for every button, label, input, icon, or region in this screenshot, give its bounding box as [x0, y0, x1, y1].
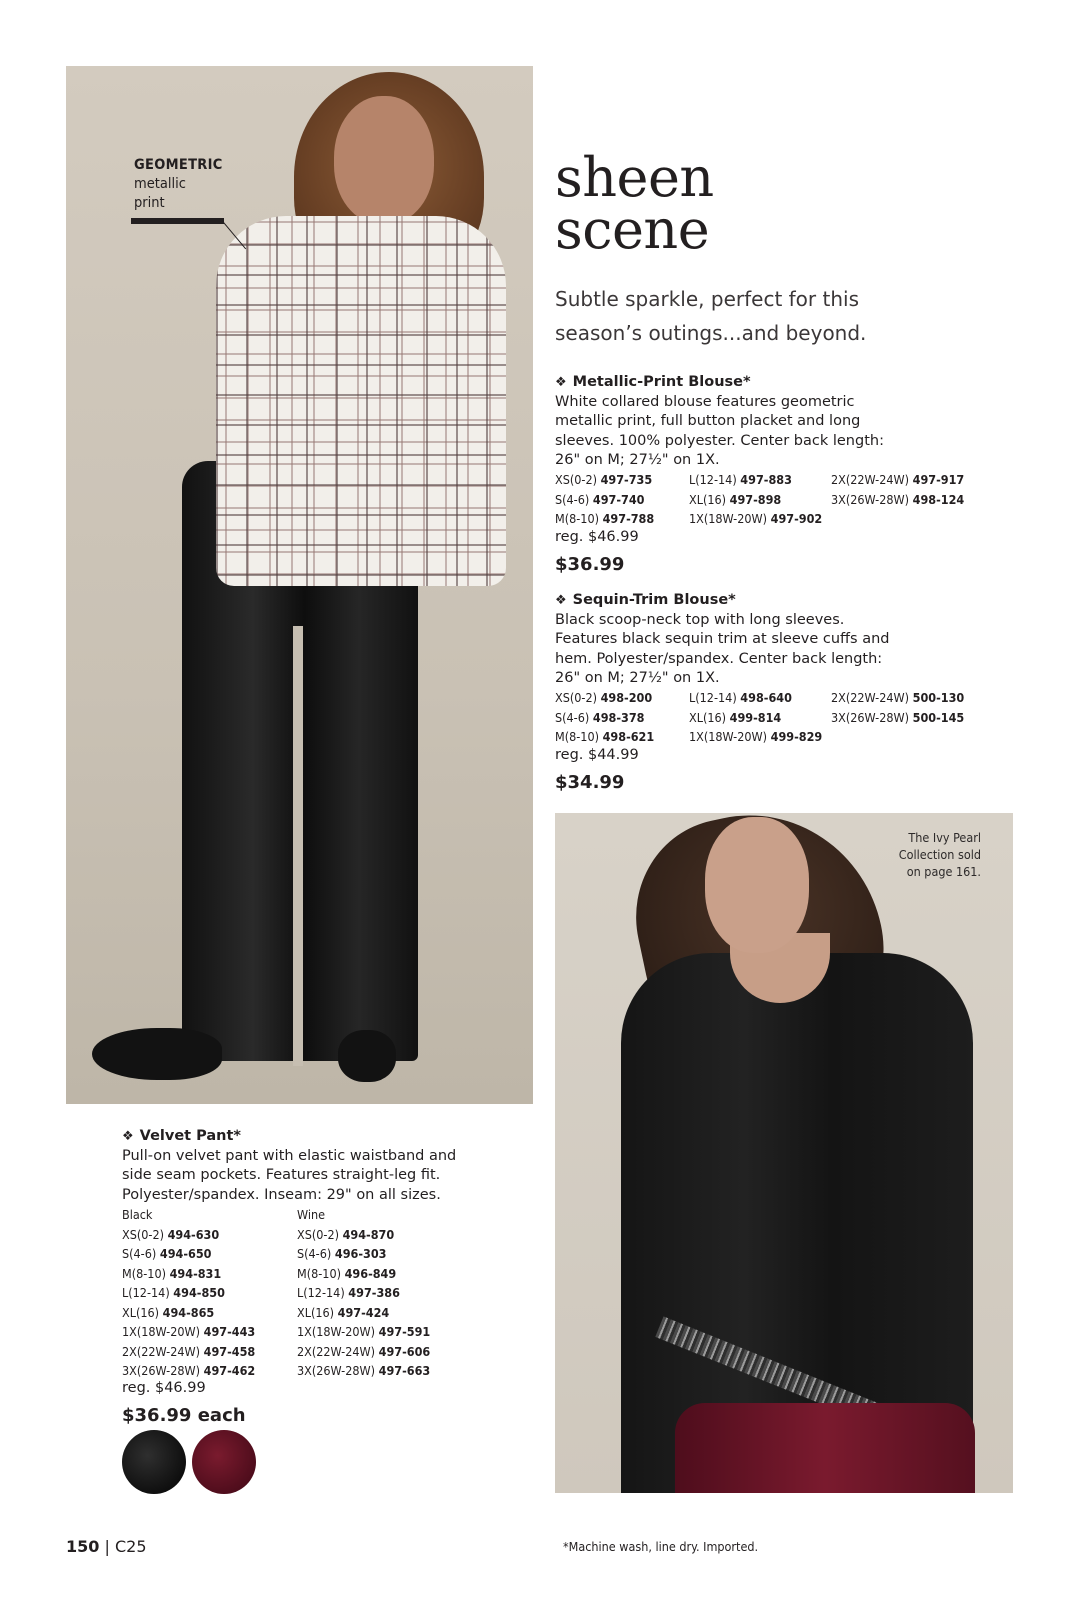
metallic-blouse-desc-3: sleeves. 100% polyester. Center back length: — [555, 432, 884, 449]
metallic-blouse-figure — [216, 216, 506, 586]
sku-line: 2X(22W-24W) 497-917 — [831, 472, 965, 487]
sequin-blouse-desc-3: hem. Polyester/spandex. Center back length: — [555, 650, 883, 667]
subhead-line-2: season’s outings...and beyond. — [555, 321, 867, 345]
sequin-blouse-desc-1: Black scoop-neck top with long sleeves. — [555, 611, 845, 628]
headline-line-2: scene — [555, 198, 710, 261]
ivy-note-line-1: The Ivy Pearl — [908, 830, 981, 845]
sequin-blouse-sku-col-3 — [831, 688, 964, 727]
sequin-blouse-desc-2: Features black sequin trim at sleeve cuffs and — [555, 631, 890, 647]
velvet-pant-desc-3: Polyester/spandex. Inseam: 29" on all sizes. — [122, 1186, 441, 1203]
page-number: 150 — [66, 1537, 100, 1556]
ivy-note-line-3: on page 161. — [906, 864, 981, 879]
sku-line: 1X(18W-20W) 499-829 — [689, 729, 823, 744]
sku-line: S(4-6) 496-303 — [297, 1246, 387, 1261]
sku-line: S(4-6) 494-650 — [122, 1246, 212, 1261]
sku-line: L(12-14) 494-850 — [122, 1285, 225, 1300]
sequin-blouse-photo — [555, 813, 1013, 1493]
sku-line: 2X(22W-24W) 500-130 — [831, 690, 965, 705]
sku-line: S(4-6) 497-740 — [555, 491, 645, 507]
headline-line-1: sheen — [555, 146, 714, 209]
sku-line: 2X(22W-24W) 497-606 — [297, 1343, 431, 1359]
sku-line: XS(0-2) 497-735 — [555, 472, 653, 487]
left-shoe — [92, 1028, 222, 1080]
sku-line: S(4-6) 498-378 — [555, 709, 645, 725]
wine-velvet-pant-figure — [675, 1403, 975, 1493]
sku-line: M(8-10) 494-831 — [122, 1265, 222, 1281]
velvet-pant-desc-1: Pull-on velvet pant with elastic waistband and — [122, 1147, 457, 1164]
sku-line: L(12-14) 497-386 — [297, 1285, 400, 1300]
metallic-blouse-reg-price: reg. $46.99 — [555, 529, 639, 545]
sequin-blouse-reg-price: reg. $44.99 — [555, 747, 639, 763]
sku-line: 3X(26W-28W) 497-663 — [297, 1363, 431, 1378]
sku-line: M(8-10) 498-621 — [555, 729, 655, 744]
velvet-pant-desc-2: side seam pockets. Features straight-leg fit. — [122, 1167, 441, 1183]
metallic-blouse-sale-price: $36.99 — [555, 554, 625, 575]
page-subheadline — [555, 282, 866, 350]
metallic-blouse-desc-1: White collared blouse features geometric — [555, 393, 855, 410]
velvet-pant-black-skus — [122, 1205, 255, 1381]
metallic-blouse-sku-col-2 — [689, 470, 822, 529]
page-folio — [66, 1537, 147, 1556]
velvet-pant-wine-skus — [297, 1205, 430, 1381]
sku-line: XL(16) 497-424 — [297, 1304, 390, 1320]
sku-line: L(12-14) 497-883 — [689, 472, 792, 487]
callout-underline — [131, 218, 224, 224]
callout-line-1: GEOMETRIC — [134, 157, 223, 173]
wine-color-swatch — [192, 1430, 256, 1494]
sku-line: 1X(18W-20W) 497-443 — [122, 1324, 256, 1339]
sequin-blouse-sku-col-2 — [689, 688, 822, 747]
velvet-pant-reg-price: reg. $46.99 — [122, 1380, 206, 1396]
sku-line: XS(0-2) 494-630 — [122, 1226, 220, 1242]
sku-line: 3X(26W-28W) 498-124 — [831, 491, 965, 507]
right-shoe — [338, 1030, 396, 1082]
sequin-blouse-title: ❖ Sequin-Trim Blouse* — [555, 592, 736, 608]
callout-line-3: print — [134, 195, 165, 211]
sku-line: 1X(18W-20W) 497-902 — [689, 511, 823, 526]
subhead-line-1: Subtle sparkle, perfect for this — [555, 287, 859, 311]
diamond-bullet-icon: ❖ — [122, 1129, 134, 1144]
metallic-blouse-copy — [555, 373, 995, 471]
sku-line: 1X(18W-20W) 497-591 — [297, 1324, 431, 1339]
sequin-blouse-sku-col-1 — [555, 688, 654, 747]
sku-line: 3X(26W-28W) 497-462 — [122, 1363, 256, 1378]
ivy-note-line-2: Collection sold — [898, 847, 981, 862]
metallic-blouse-desc-2: metallic print, full button placket and long — [555, 413, 861, 429]
sequin-blouse-copy — [555, 591, 995, 689]
metallic-blouse-sku-col-3 — [831, 470, 964, 509]
ivy-pearl-note — [895, 829, 981, 880]
metallic-blouse-desc-4: 26" on M; 27½" on 1X. — [555, 452, 720, 468]
sku-line: 3X(26W-28W) 500-145 — [831, 709, 965, 725]
sku-line: XL(16) 499-814 — [689, 709, 782, 725]
velvet-pant-title: ❖ Velvet Pant* — [122, 1128, 242, 1144]
geometric-print-callout — [134, 156, 223, 213]
model-face — [334, 96, 434, 224]
sku-line: M(8-10) 496-849 — [297, 1265, 397, 1281]
metallic-blouse-title: ❖ Metallic-Print Blouse* — [555, 374, 751, 390]
sku-line: XS(0-2) 494-870 — [297, 1226, 395, 1242]
model-face — [705, 817, 809, 953]
black-color-label: Black — [122, 1207, 153, 1222]
care-footnote: *Machine wash, line dry. Imported. — [563, 1539, 759, 1554]
sku-line: XL(16) 497-898 — [689, 491, 782, 507]
sequin-blouse-desc-4: 26" on M; 27½" on 1X. — [555, 670, 720, 686]
velvet-pant-sale-price: $36.99 each — [122, 1405, 246, 1426]
black-color-swatch — [122, 1430, 186, 1494]
metallic-blouse-sku-col-1 — [555, 470, 654, 529]
callout-line-2: metallic — [134, 176, 186, 192]
pant-leg-gap — [293, 626, 303, 1066]
sku-line: M(8-10) 497-788 — [555, 511, 655, 526]
folio-separator: | — [104, 1537, 110, 1556]
diamond-bullet-icon: ❖ — [555, 593, 567, 608]
sku-line: L(12-14) 498-640 — [689, 690, 792, 705]
wine-color-label: Wine — [297, 1207, 326, 1222]
diamond-bullet-icon: ❖ — [555, 375, 567, 390]
page-headline — [555, 146, 714, 261]
velvet-pant-copy — [122, 1127, 522, 1205]
sku-line: XS(0-2) 498-200 — [555, 690, 653, 705]
sku-line: 2X(22W-24W) 497-458 — [122, 1343, 256, 1359]
catalog-code: C25 — [114, 1537, 147, 1556]
sku-line: XL(16) 494-865 — [122, 1304, 215, 1320]
sequin-blouse-sale-price: $34.99 — [555, 772, 625, 793]
